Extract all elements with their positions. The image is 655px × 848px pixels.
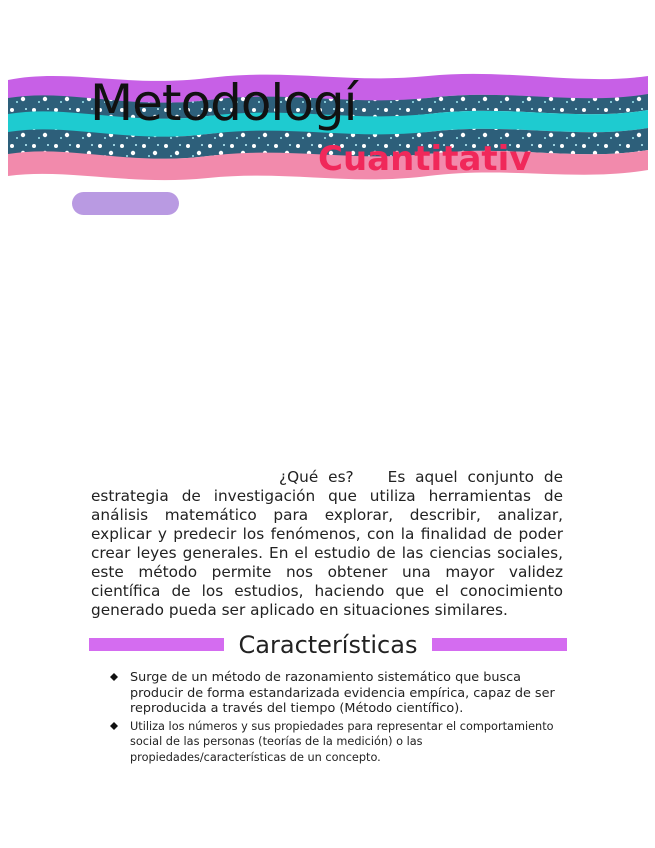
characteristics-section-header — [89, 630, 567, 660]
question-label: ¿Qué es? — [279, 468, 354, 486]
title-line2: Cuantitativ — [318, 139, 532, 174]
heading-bar-right — [432, 638, 567, 651]
list-item — [110, 670, 562, 717]
diamond-bullet-icon — [110, 722, 118, 730]
list-item-text: Utiliza los números y sus propiedades para representar el comportamiento social de las personas (teorías de la medición) o las propiedades/características de un concepto. — [130, 719, 554, 764]
intro-paragraph — [91, 468, 563, 620]
list-item — [110, 719, 562, 766]
heading-bar-left — [89, 638, 224, 651]
decorative-pill — [72, 192, 179, 215]
characteristics-list — [110, 670, 562, 767]
intro-text: Es aquel conjunto de estrategia de investigación que utiliza herramientas de análisis matemático para explorar, describir, analizar, explicar y predecir los fenómenos, con la finalidad de poder crear leyes generales. En el estudio de las ciencias sociales, este método permite nos obtener una mayor validez científica de los estudios, haciendo que el conocimiento generado pueda ser aplicado en situaciones similares. — [91, 468, 563, 619]
list-item-text: Surge de un método de razonamiento sistemático que busca producir de forma estandarizada evidencia empírica, capaz de ser reproducida a través del tiempo (Método científico). — [130, 670, 555, 716]
characteristics-heading: Características — [238, 631, 418, 659]
diamond-bullet-icon — [110, 673, 118, 681]
title-line1: Metodologí — [90, 74, 357, 132]
